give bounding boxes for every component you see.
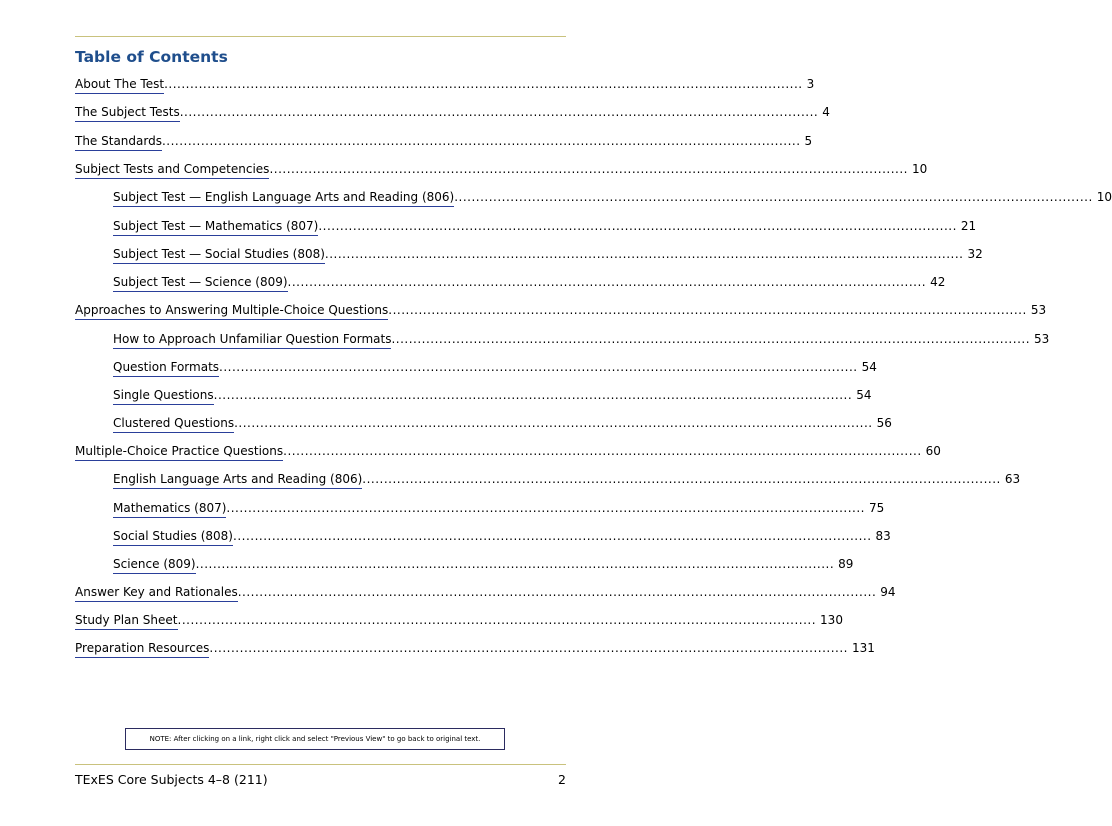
leader-dots: .................................................................................................................................................... bbox=[219, 360, 858, 374]
toc-entry-label: Subject Test — Science (809) bbox=[113, 274, 288, 292]
toc-entry-subject-test-mathematics[interactable] bbox=[113, 216, 977, 236]
toc-entry-page: 131 bbox=[851, 641, 875, 655]
toc-entry-the-standards[interactable] bbox=[75, 131, 813, 151]
toc-entry-page: 60 bbox=[925, 444, 941, 458]
toc-entry-practice-social-studies[interactable] bbox=[113, 526, 891, 546]
toc-entry-page: 3 bbox=[806, 77, 815, 91]
toc-entry-page: 10 bbox=[1096, 190, 1112, 204]
toc-entry-practice-questions[interactable] bbox=[75, 441, 941, 461]
leader-dots: .................................................................................................................................................... bbox=[213, 388, 853, 402]
toc-entry-single-questions[interactable] bbox=[113, 385, 872, 405]
toc-entry-page: 63 bbox=[1004, 472, 1021, 486]
leader-dots: .................................................................................................................................................... bbox=[234, 416, 873, 430]
leader-dots: .................................................................................................................................................... bbox=[454, 190, 1093, 204]
toc-entry-label: How to Approach Unfamiliar Question Formats bbox=[113, 331, 391, 349]
toc-entry-label: About The Test bbox=[75, 76, 164, 94]
leader-dots: .................................................................................................................................................... bbox=[237, 585, 877, 599]
leader-dots: .................................................................................................................................................... bbox=[226, 501, 865, 515]
page-number: 2 bbox=[558, 772, 566, 787]
toc-entry-label: Answer Key and Rationales bbox=[75, 584, 238, 602]
toc-entry-label: The Subject Tests bbox=[75, 104, 180, 122]
toc-entry-practice-science[interactable] bbox=[113, 554, 854, 574]
toc-entry-study-plan-sheet[interactable] bbox=[75, 610, 843, 630]
toc-entry-label: Clustered Questions bbox=[113, 415, 234, 433]
toc-entry-label: Approaches to Answering Multiple-Choice Questions bbox=[75, 302, 388, 320]
toc-entry-label: Subject Test — Mathematics (807) bbox=[113, 218, 318, 236]
leader-dots: .................................................................................................................................................... bbox=[391, 332, 1031, 346]
toc-entry-label: Science (809) bbox=[113, 556, 196, 574]
leader-dots: .................................................................................................................................................... bbox=[324, 247, 964, 261]
leader-dots: .................................................................................................................................................... bbox=[164, 77, 803, 91]
toc-entry-page: 5 bbox=[804, 134, 813, 148]
toc-entry-page: 56 bbox=[876, 416, 892, 430]
toc-entry-preparation-resources[interactable] bbox=[75, 638, 875, 658]
toc-entry-page: 32 bbox=[967, 247, 983, 261]
toc-entry-label: Multiple-Choice Practice Questions bbox=[75, 443, 283, 461]
toc-entry-subject-test-ela[interactable] bbox=[113, 187, 1112, 207]
toc-entry-page: 54 bbox=[861, 360, 877, 374]
toc-entry-subject-tests-and-competencies[interactable] bbox=[75, 159, 928, 179]
toc-entry-label: The Standards bbox=[75, 133, 162, 151]
toc-entry-answer-key[interactable] bbox=[75, 582, 896, 602]
toc-entry-label: Question Formats bbox=[113, 359, 219, 377]
toc-entry-page: 130 bbox=[820, 613, 843, 627]
leader-dots: .................................................................................................................................................... bbox=[388, 303, 1027, 317]
toc-entry-page: 21 bbox=[960, 219, 977, 233]
toc-entry-page: 10 bbox=[911, 162, 928, 176]
leader-dots: .................................................................................................................................................... bbox=[287, 275, 927, 289]
leader-dots: .................................................................................................................................................... bbox=[177, 613, 817, 627]
toc-entry-about-the-test[interactable] bbox=[75, 74, 815, 94]
toc-entry-label: Subject Test — English Language Arts and Reading (806) bbox=[113, 189, 454, 207]
toc-entry-label: English Language Arts and Reading (806) bbox=[113, 471, 362, 489]
toc-entry-subject-test-science[interactable] bbox=[113, 272, 946, 292]
toc-entry-subject-test-social-studies[interactable] bbox=[113, 244, 983, 264]
toc-entry-label: Subject Test — Social Studies (808) bbox=[113, 246, 325, 264]
leader-dots: .................................................................................................................................................... bbox=[283, 444, 922, 458]
toc-entry-label: Social Studies (808) bbox=[113, 528, 233, 546]
footer-title: TExES Core Subjects 4–8 (211) bbox=[75, 772, 268, 787]
toc-entry-the-subject-tests[interactable] bbox=[75, 102, 830, 122]
toc-entry-label: Study Plan Sheet bbox=[75, 612, 178, 630]
toc-entry-practice-mathematics[interactable] bbox=[113, 498, 885, 518]
toc-entry-page: 53 bbox=[1034, 332, 1050, 346]
toc-entry-question-formats[interactable] bbox=[113, 357, 877, 377]
toc-entry-page: 54 bbox=[856, 388, 872, 402]
toc-entry-page: 53 bbox=[1030, 303, 1047, 317]
toc-entry-page: 75 bbox=[868, 501, 885, 515]
leader-dots: .................................................................................................................................................... bbox=[161, 134, 801, 148]
toc-entry-page: 94 bbox=[880, 585, 896, 599]
toc-entry-unfamiliar-formats[interactable] bbox=[113, 329, 1050, 349]
leader-dots: .................................................................................................................................................... bbox=[269, 162, 908, 176]
toc-entry-page: 4 bbox=[822, 105, 830, 119]
leader-dots: .................................................................................................................................................... bbox=[209, 641, 848, 655]
toc-entry-label: Subject Tests and Competencies bbox=[75, 161, 269, 179]
leader-dots: .................................................................................................................................................... bbox=[318, 219, 957, 233]
leader-dots: .................................................................................................................................................... bbox=[362, 472, 1001, 486]
toc-entry-label: Preparation Resources bbox=[75, 640, 209, 658]
toc-entry-page: 42 bbox=[930, 275, 946, 289]
leader-dots: .................................................................................................................................................... bbox=[179, 105, 819, 119]
toc-entry-label: Single Questions bbox=[113, 387, 214, 405]
toc-entry-approaches[interactable] bbox=[75, 300, 1047, 320]
toc-entry-page: 89 bbox=[838, 557, 854, 571]
toc-entry-practice-ela[interactable] bbox=[113, 469, 1021, 489]
toc-title: Table of Contents bbox=[75, 48, 228, 66]
leader-dots: .................................................................................................................................................... bbox=[233, 529, 872, 543]
leader-dots: .................................................................................................................................................... bbox=[195, 557, 835, 571]
toc-entry-label: Mathematics (807) bbox=[113, 500, 226, 518]
navigation-note: NOTE: After clicking on a link, right click and select "Previous View" to go back to original text. bbox=[125, 728, 505, 750]
bottom-rule bbox=[75, 764, 566, 765]
toc-entry-clustered-questions[interactable] bbox=[113, 413, 892, 433]
toc-entry-page: 83 bbox=[875, 529, 891, 543]
